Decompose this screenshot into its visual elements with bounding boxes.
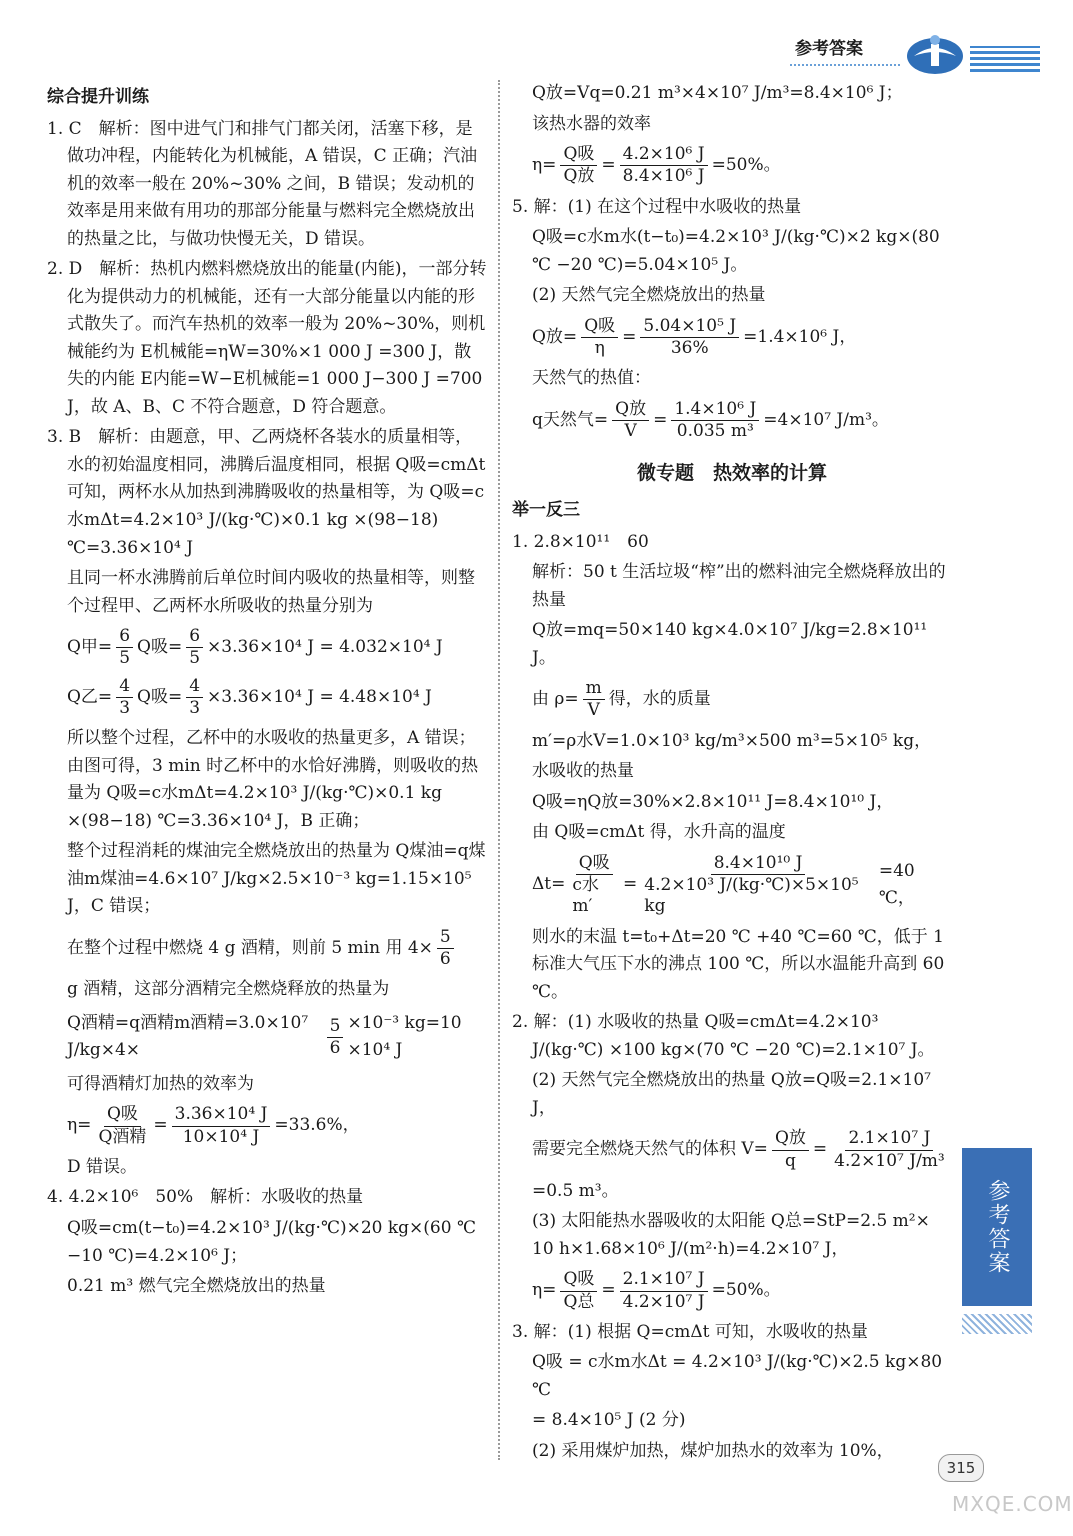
denominator: 6 xyxy=(329,1037,341,1058)
denominator: V xyxy=(587,700,600,721)
formula-rhs: =4×10⁷ J/m³。 xyxy=(763,409,889,430)
denominator: 36% xyxy=(670,337,709,358)
answer-r1-part-g: Q吸=ηQ放=30%×2.8×10¹¹ J=8.4×10¹⁰ J， xyxy=(532,791,894,812)
answer-q3-part-e xyxy=(47,927,487,971)
formula-heat-value xyxy=(512,399,952,443)
numerator: m xyxy=(583,678,605,700)
formula-rhs: =40 ℃， xyxy=(878,860,915,909)
numerator: 4.2×10⁶ J xyxy=(620,144,708,166)
formula-rhs: ×3.36×10⁴ J = 4.48×10⁴ J xyxy=(207,686,432,707)
fraction xyxy=(569,853,619,918)
answer-q3-part-a: 3. B 解析：由题意，甲、乙两烧杯各装水的质量相等，水的初始温度相同，沸腾后温度相同，根据 Q吸=cmΔt 可知，两杯水从加热到沸腾吸收的热量相等，为 Q吸=c水mΔt=4.2×10³ J/(kg·℃)×0.1 kg ×(98−18) ℃=3.36×10⁴ J xyxy=(47,427,486,558)
equals-sign: = xyxy=(601,155,616,176)
answer-r1-part-a: 1. 2.8×10¹¹ 60 xyxy=(512,531,649,552)
denominator: 0.035 m³ xyxy=(676,420,754,441)
numerator: 3.36×10⁴ J xyxy=(172,1104,271,1126)
numerator: 5 xyxy=(437,927,454,949)
equals-sign: = xyxy=(622,326,637,347)
equals-sign: = xyxy=(601,1280,616,1301)
formula-lhs: η= xyxy=(67,1115,92,1136)
denominator: V xyxy=(624,420,637,441)
numerator: 5.04×10⁵ J xyxy=(640,316,739,338)
fraction xyxy=(641,853,875,918)
formula-mid: Q吸= xyxy=(137,686,183,707)
denominator: 10×10⁴ J xyxy=(182,1126,260,1147)
numerator: 8.4×10¹⁰ J xyxy=(711,853,806,875)
formula-q-jia xyxy=(47,626,487,670)
formula-rhs: =50%。 xyxy=(711,1280,781,1301)
denominator: 3 xyxy=(189,697,201,718)
denominator: 3 xyxy=(119,697,131,718)
side-tab: 参考答案 xyxy=(962,1148,1032,1306)
header-stripes xyxy=(970,46,1040,72)
answer-r1-part-b: 解析：50 t 生活垃圾“榨”出的燃料油完全燃烧释放出的热量 xyxy=(532,562,946,610)
denominator: Q总 xyxy=(563,1291,595,1312)
denominator: c水m′ xyxy=(572,875,599,917)
answer-r1-part-d xyxy=(512,678,952,722)
numerator: 5 xyxy=(327,1016,344,1038)
formula-lhs: Q酒精=q酒精m酒精=3.0×10⁷ J/kg×4× xyxy=(67,1012,309,1061)
answer-r2-part-b: (2) 天然气完全燃烧放出的热量 Q放=Q吸=2.1×10⁷ J， xyxy=(532,1070,931,1118)
answer-q5-part-a: 5. 解：(1) 在这个过程中水吸收的热量 xyxy=(512,196,802,217)
answer-r1-part-c: Q放=mq=50×140 kg×4.0×10⁷ J/kg=2.8×10¹¹ J。 xyxy=(532,620,928,668)
formula-q-jiujing xyxy=(47,1010,487,1065)
numerator: Q吸 xyxy=(560,1269,597,1291)
numerator: 1.4×10⁶ J xyxy=(671,399,759,421)
fraction xyxy=(560,144,597,188)
text-span: 在整个过程中燃烧 4 g 酒精，则前 5 min 用 4× xyxy=(67,937,433,958)
fraction xyxy=(671,399,759,443)
formula-lhs: Q乙= xyxy=(67,686,113,707)
denominator: 5 xyxy=(119,648,131,669)
fraction xyxy=(327,1016,344,1060)
fraction xyxy=(172,1104,271,1148)
denominator: 4.2×10⁷ J/m³ xyxy=(834,1150,945,1171)
formula-lhs: q天然气= xyxy=(532,409,609,430)
equals-sign: = xyxy=(653,409,668,430)
formula-lhs: Q甲= xyxy=(67,637,113,658)
watermark: MXQE.COM xyxy=(952,1492,1073,1516)
answer-r2-part-d: =0.5 m³。 xyxy=(532,1180,619,1201)
text-span: 得，水的质量 xyxy=(608,689,711,710)
numerator: 2.1×10⁷ J xyxy=(620,1269,708,1291)
answer-q1: 1. C 解析：图中进气门和排气门都关闭，活塞下移，是做功冲程，内能转化为机械能，A 错误，C 正确；汽油机的效率一般在 20%~30% 之间，B 错误；发动机的效率是用来做有用功的那部分能量与燃料完全燃烧放出的热量之比，与做功快慢无关，D 错误。 xyxy=(47,118,478,249)
formula-delta-t xyxy=(512,853,952,918)
formula-rhs: ×10⁻³ kg=10 ×10⁴ J xyxy=(347,1012,462,1061)
numerator: 2.1×10⁷ J xyxy=(845,1128,933,1150)
formula-lhs: Q放= xyxy=(532,326,578,347)
fraction xyxy=(581,316,618,360)
answer-r1-part-e: m′=ρ水V=1.0×10³ kg/m³×500 m³=5×10⁵ kg， xyxy=(532,730,932,751)
numerator: 6 xyxy=(116,626,133,648)
denominator: q xyxy=(784,1150,796,1171)
answer-q3-part-e2: g 酒精，这部分酒精完全燃烧释放的热量为 xyxy=(67,979,390,1000)
fraction xyxy=(620,144,708,188)
formula-volume xyxy=(512,1128,952,1172)
fraction xyxy=(437,927,454,971)
numerator: 4 xyxy=(186,676,203,698)
right-column xyxy=(512,80,952,1469)
column-divider xyxy=(498,80,500,1460)
denominator: 5 xyxy=(189,648,201,669)
answer-q4-part-a: 4. 4.2×10⁶ 50% 解析：水吸收的热量 xyxy=(47,1187,364,1208)
book-logo-icon xyxy=(900,30,970,78)
answer-q3-part-c: 所以整个过程，乙杯中的水吸收的热量更多，A 错误；由图可得，3 min 时乙杯中的水恰好沸腾，则吸收的热量为 Q吸=c水mΔt=4.2×10³ J/(kg·℃)×0.1 kg ×(98−18) ℃=3.36×10⁴ J，B 正确； xyxy=(67,728,479,831)
fraction xyxy=(116,676,133,720)
numerator: Q吸 xyxy=(560,144,597,166)
formula-efficiency-lamp xyxy=(47,1104,487,1148)
text-span: 需要完全燃烧天然气的体积 V= xyxy=(532,1139,768,1160)
formula-mid: Q吸= xyxy=(137,637,183,658)
denominator: Q放 xyxy=(563,166,595,187)
header-label: 参考答案 xyxy=(795,39,863,59)
answer-q5-part-d: 天然气的热值： xyxy=(532,368,651,389)
equals-sign: = xyxy=(153,1115,168,1136)
answer-r1-part-h: 由 Q吸=cmΔt 得，水升高的温度 xyxy=(532,822,786,843)
numerator: Q放 xyxy=(772,1128,809,1150)
answer-r1-part-f: 水吸收的热量 xyxy=(532,761,634,782)
page-number: 315 xyxy=(938,1454,984,1482)
equals-sign: = xyxy=(623,874,638,895)
numerator: Q放 xyxy=(612,399,649,421)
fraction xyxy=(186,626,203,670)
subsection-title: 举一反三 xyxy=(512,499,580,520)
answer-q4-part-e: 该热水器的效率 xyxy=(532,113,651,134)
formula-lhs: η= xyxy=(532,155,557,176)
side-stripes xyxy=(962,1314,1032,1334)
answer-r2-part-e: (3) 太阳能热水器吸收的太阳能 Q总=StP=2.5 m²× 10 h×1.68×10⁶ J/(m²·h)=4.2×10⁷ J， xyxy=(532,1211,930,1259)
formula-efficiency-heater xyxy=(512,144,952,188)
answer-q5-part-b: Q吸=c水m水(t−t₀)=4.2×10³ J/(kg·℃)×2 kg×(80 ℃ −20 ℃)=5.04×10⁵ J。 xyxy=(532,227,940,275)
answer-r1-part-i: 则水的末温 t=t₀+Δt=20 ℃ +40 ℃=60 ℃，低于 1 标准大气压下水的沸点 100 ℃，所以水温能升高到 60 ℃。 xyxy=(532,926,945,1002)
answer-r3-part-a: 3. 解：(1) 根据 Q=cmΔt 可知，水吸收的热量 xyxy=(512,1321,868,1342)
answer-q2: 2. D 解析：热机内燃料燃烧放出的能量(内能)，一部分转化为提供动力的机械能，还有一大部分能量以内能的形式散失了。而汽车热机的效率一般为 20%~30%，则机械能约为 E机械能=ηW=30%×1 000 J =300 J，散失的内能 E内能=W−E机械能=1 000 J−300 J =700 J，故 A、B、C 不符合题意，D 符合题意。 xyxy=(47,259,487,417)
answer-q3-part-b: 且同一杯水沸腾前后单位时间内吸收的热量相等，则整个过程甲、乙两杯水所吸收的热量分别为 xyxy=(67,568,475,616)
numerator: 6 xyxy=(186,626,203,648)
numerator: 4 xyxy=(116,676,133,698)
answer-r3-part-b: Q吸 = c水m水Δt = 4.2×10³ J/(kg·℃)×2.5 kg×80 ℃ xyxy=(532,1352,943,1400)
denominator: 4.2×10⁷ J xyxy=(622,1291,705,1312)
answer-q5-part-c: (2) 天然气完全燃烧放出的热量 xyxy=(532,285,766,306)
answer-q3-part-d: 整个过程消耗的煤油完全燃烧放出的热量为 Q煤油=q煤油m煤油=4.6×10⁷ J/kg×2.5×10⁻³ kg=1.15×10⁵ J，C 错误； xyxy=(67,841,486,917)
denominator: η xyxy=(594,337,605,358)
formula-lhs: η= xyxy=(532,1280,557,1301)
fraction xyxy=(95,1104,149,1148)
answer-q3-part-g: 可得酒精灯加热的效率为 xyxy=(67,1073,254,1094)
formula-rhs: =33.6%， xyxy=(274,1115,360,1136)
answer-r3-part-c: = 8.4×10⁵ J (2 分) xyxy=(532,1410,686,1431)
left-column xyxy=(47,80,487,1304)
denominator: 8.4×10⁶ J xyxy=(622,166,705,187)
answer-q4-part-d: Q放=Vq=0.21 m³×4×10⁷ J/m³=8.4×10⁶ J； xyxy=(532,83,903,103)
text-span: 由 ρ= xyxy=(532,689,579,710)
denominator: 6 xyxy=(439,949,451,970)
page-header xyxy=(0,0,1053,90)
formula-efficiency-solar xyxy=(512,1269,952,1313)
fraction xyxy=(583,678,605,722)
numerator: Q吸 xyxy=(576,853,613,875)
formula-rhs: =1.4×10⁶ J， xyxy=(743,326,857,347)
fraction xyxy=(831,1128,948,1172)
answer-q3-part-h: D 错误。 xyxy=(67,1156,138,1177)
fraction xyxy=(620,1269,708,1313)
formula-lhs: Δt= xyxy=(532,874,566,895)
header-divider xyxy=(790,64,900,66)
numerator: Q吸 xyxy=(104,1104,141,1126)
denominator: Q酒精 xyxy=(98,1126,147,1147)
answer-r2-part-a: 2. 解：(1) 水吸收的热量 Q吸=cmΔt=4.2×10³ J/(kg·℃) ×100 kg×(70 ℃ −20 ℃)=2.1×10⁷ J。 xyxy=(512,1012,935,1060)
fraction xyxy=(612,399,649,443)
fraction xyxy=(116,626,133,670)
formula-rhs: ×3.36×10⁴ J = 4.032×10⁴ J xyxy=(207,637,443,658)
answer-q4-part-c: 0.21 m³ 燃气完全燃烧放出的热量 xyxy=(67,1276,326,1297)
fraction xyxy=(186,676,203,720)
answer-r3-part-d: (2) 采用煤炉加热，煤炉加热水的效率为 10%， xyxy=(532,1440,894,1461)
fraction xyxy=(560,1269,597,1313)
formula-q-fang xyxy=(512,316,952,360)
denominator: 4.2×10³ J/(kg·℃)×5×10⁵ kg xyxy=(644,875,859,917)
numerator: Q吸 xyxy=(581,316,618,338)
answer-q4-part-b: Q吸=cm(t−t₀)=4.2×10³ J/(kg·℃)×20 kg×(60 ℃ −10 ℃)=4.2×10⁶ J； xyxy=(67,1218,476,1266)
formula-rhs: =50%。 xyxy=(711,155,781,176)
fraction xyxy=(640,316,739,360)
section-title: 综合提升训练 xyxy=(47,87,149,107)
micro-topic-title: 微专题 热效率的计算 xyxy=(636,462,827,485)
fraction xyxy=(772,1128,809,1172)
formula-q-yi xyxy=(47,676,487,720)
equals-sign: = xyxy=(812,1139,828,1160)
